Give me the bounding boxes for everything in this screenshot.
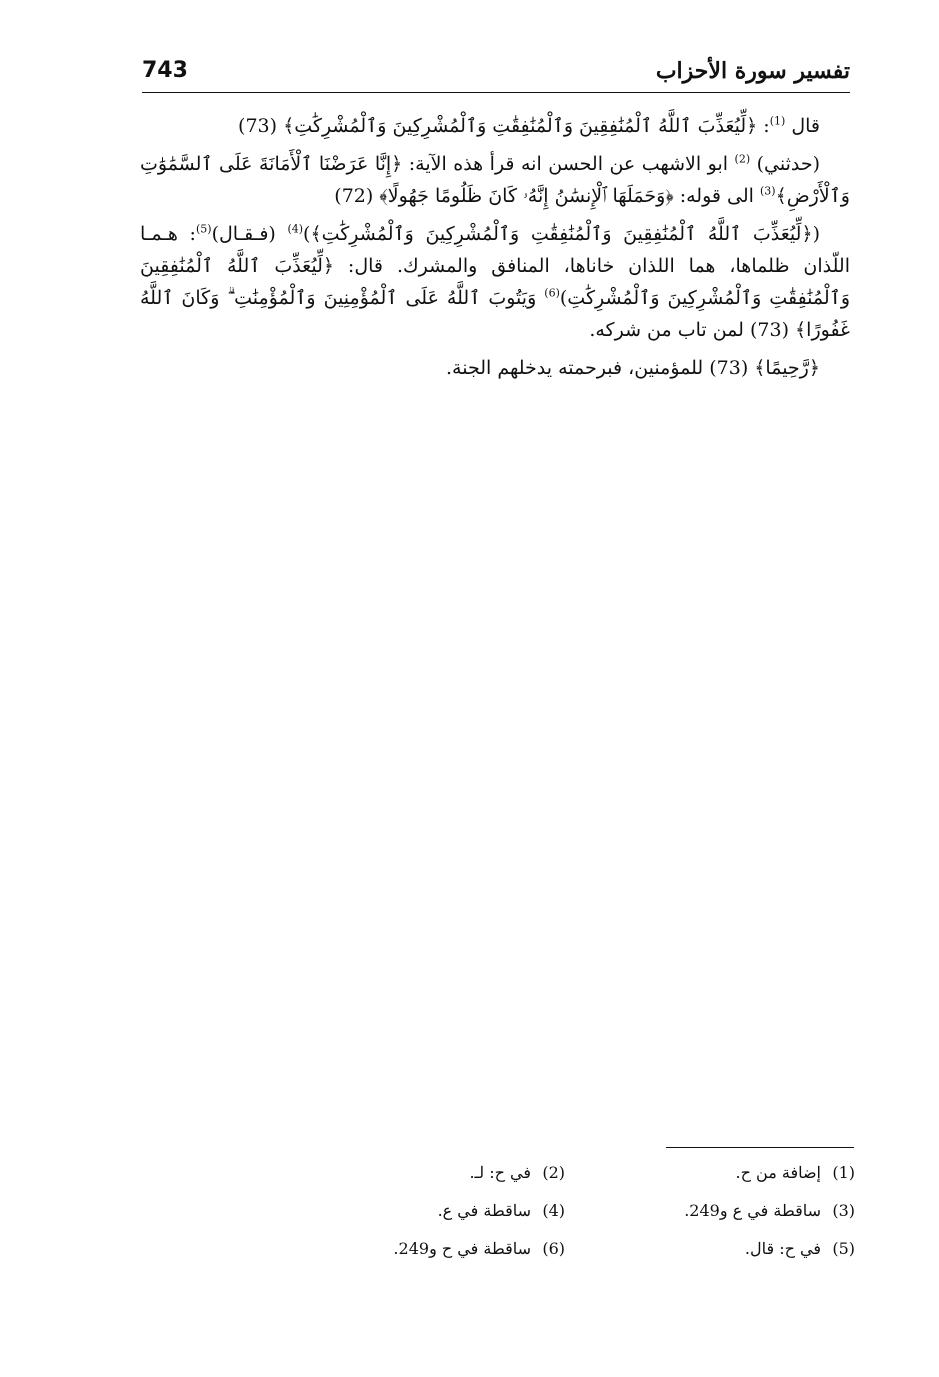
footnote-5: (5)في ح: قال. xyxy=(744,1239,855,1258)
footnote-rule xyxy=(666,1147,854,1148)
footnote-3: (3)ساقطة في ع و249. xyxy=(684,1201,855,1220)
paragraph-4: ﴿رَّحِيمًا﴾ (73) للمؤمنين، فبرحمته يدخلهم الجنة. xyxy=(446,357,820,379)
footnote-ref-5: (5) xyxy=(195,222,212,236)
main-text xyxy=(140,110,850,390)
page-number: 743 xyxy=(142,58,188,83)
footnote-ref-6: (6) xyxy=(544,286,560,300)
footnote-ref-1: (1) xyxy=(769,114,786,128)
running-title: تفسير سورة الأحزاب xyxy=(655,58,850,84)
footnote-2: (2)في ح: لـ. xyxy=(469,1163,565,1182)
footnote-1: (1)إضافة من ح. xyxy=(735,1163,855,1182)
header-rule xyxy=(142,92,850,93)
running-head xyxy=(142,58,850,92)
footnotes xyxy=(280,1160,855,1262)
paragraph-2: (حدثني) $^{(2)}$ ابو الاشهب عن الحسن انه قرأ هذه الآية: ﴿إِنَّا عَرَضْنَا ٱلْأَمَانَةَ عَلَى ٱلسَّمَٰوَٰتِ وَٱلْأَرْضِ﴾$^{(3)}$ الى قوله: ﴿وَحَمَلَهَا ٱلْإِنسَٰنُ إِنَّهُۥ كَانَ ظَلُومًا جَهُولًا﴾ (72) xyxy=(140,152,850,207)
footnote-ref-3: (3) xyxy=(759,184,776,198)
footnote-ref-2: (2) xyxy=(734,152,751,166)
footnote-4: (4)ساقطة في ع. xyxy=(437,1201,565,1220)
footnote-6: (6)ساقطة في ح و249. xyxy=(393,1239,565,1258)
paragraph-1: قال $^{(1)}$: ﴿لِّيُعَذِّبَ ٱللَّهُ ٱلْمُنَٰفِقِينَ وَٱلْمُنَٰفِقَٰتِ وَٱلْمُشْرِكِينَ وَٱلْمُشْرِكَٰتِ﴾ (73) xyxy=(238,114,820,137)
paragraph-3: (﴿لِّيُعَذِّبَ ٱللَّهُ ٱلْمُنَٰفِقِينَ وَٱلْمُنَٰفِقَٰتِ وَٱلْمُشْرِكِينَ وَٱلْمُشْرِكَٰتِ﴾)$^{(4)}$ (فـقـال)$^{(5)}$: هـمـا اللّذان ظلماها، هما اللذان خاناها، المنافق والمشرك. قال: ﴿لِّيُعَذِّبَ ٱللَّهُ ٱلْمُنَٰفِقِينَ وَٱلْمُنَٰفِقَٰتِ وَٱلْمُشْرِكِينَ وَٱلْمُشْرِكَٰتِ)$^{(6)}$ وَيَتُوبَ ٱللَّهُ عَلَى ٱلْمُؤْمِنِينَ وَٱلْمُؤْمِنَٰتِ ۗ وَكَانَ ٱللَّهُ غَفُورًا﴾ (73) لمن تاب من شركه. xyxy=(140,222,850,341)
footnote-ref-4: (4) xyxy=(287,222,304,236)
